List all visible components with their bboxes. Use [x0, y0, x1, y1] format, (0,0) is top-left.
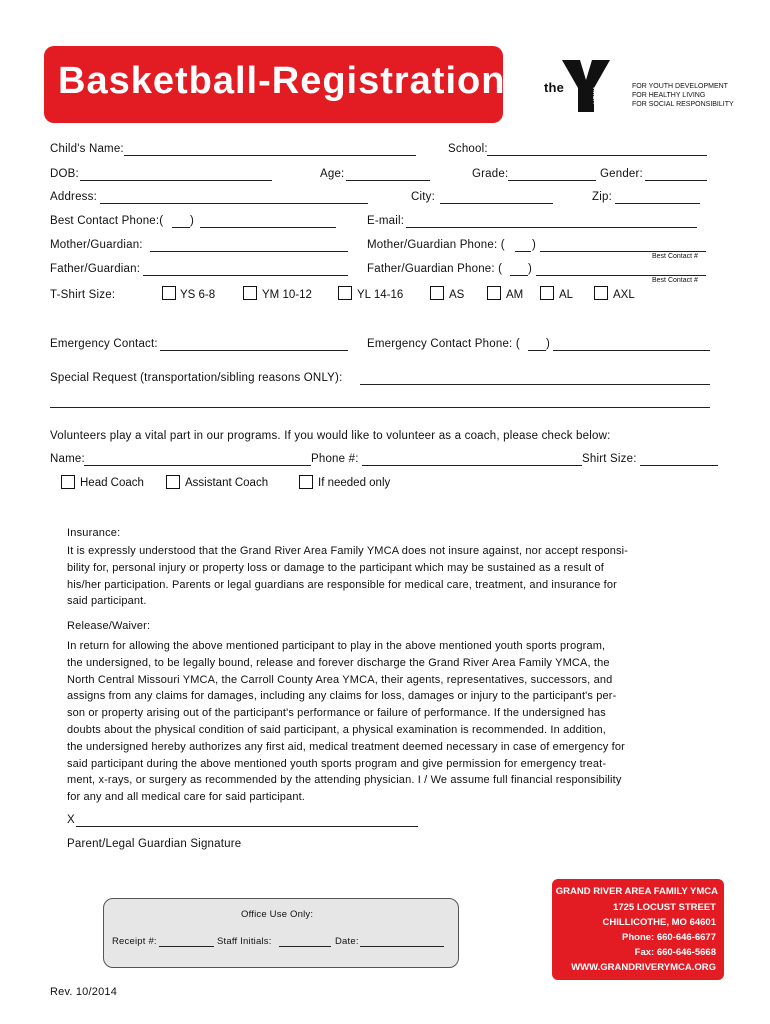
- release-line: the undersigned, to be legally bound, release and forever discharge the Grand River Area Family YMCA, the: [67, 656, 610, 669]
- emergency-contact-phone-field[interactable]: [553, 350, 710, 351]
- mother-guardian-phone-field[interactable]: [540, 251, 706, 252]
- emergency-contact-field[interactable]: [160, 350, 348, 351]
- signature-label: Parent/Legal Guardian Signature: [67, 838, 242, 850]
- city-label: City:: [411, 191, 435, 203]
- volunteer-phone-field[interactable]: [362, 465, 582, 466]
- mother-guardian-label: Mother/Guardian:: [50, 239, 143, 251]
- tshirt-option-am: AM: [506, 289, 524, 301]
- staff-initials-field[interactable]: [279, 946, 331, 947]
- checkbox-if-needed[interactable]: [299, 475, 313, 489]
- father-guardian-label: Father/Guardian:: [50, 263, 141, 275]
- checkbox-yl[interactable]: [338, 286, 352, 300]
- insurance-line: said participant.: [67, 595, 147, 608]
- signature-field[interactable]: [76, 826, 418, 827]
- volunteer-shirt-size-field[interactable]: [640, 465, 718, 466]
- signature-x: X: [67, 814, 75, 826]
- office-use-title: Office Use Only:: [241, 909, 314, 920]
- release-line: doubts about the physical condition of said participant, a physical examination is recommended. In addition,: [67, 723, 607, 736]
- city-field[interactable]: [440, 203, 553, 204]
- school-label: School:: [448, 143, 488, 155]
- mother-area-code-field[interactable]: [515, 251, 531, 252]
- tshirt-option-ym: YM 10-12: [262, 289, 312, 301]
- insurance-line: bility for, personal injury or property loss or damage to the participant which may be sustained as a result of: [67, 561, 604, 574]
- special-request-field[interactable]: [360, 384, 710, 385]
- insurance-text: [67, 543, 628, 610]
- father-guardian-phone-label: Father/Guardian Phone: (: [367, 263, 503, 275]
- receipt-field[interactable]: [159, 946, 214, 947]
- receipt-label: Receipt #:: [112, 936, 157, 947]
- address-label: Address:: [50, 191, 97, 203]
- father-best-contact-note: Best Contact #: [652, 277, 698, 284]
- release-line: ment, x-rays, or surgery as recommended by the attending physician. I / We assume full financial responsibility: [67, 774, 622, 787]
- tshirt-option-ys: YS 6-8: [180, 289, 216, 301]
- emergency-contact-phone-label: Emergency Contact Phone: (: [367, 338, 520, 350]
- office-date-field[interactable]: [360, 946, 444, 947]
- address-org-name: GRAND RIVER AREA FAMILY YMCA: [555, 886, 718, 897]
- childs-name-label: Child's Name:: [50, 143, 124, 155]
- address-street: 1725 LOCUST STREET: [613, 902, 716, 913]
- checkbox-ym[interactable]: [243, 286, 257, 300]
- release-line: son or property arising out of the participant's performance or failure of performance. If the undersigned has: [67, 707, 606, 720]
- emergency-contact-label: Emergency Contact:: [50, 338, 158, 350]
- release-heading: Release/Waiver:: [67, 620, 151, 632]
- insurance-line: It is expressly understood that the Grand River Area Family YMCA does not insure against, nor accept responsi-: [67, 545, 629, 557]
- mother-close-paren: ): [532, 239, 537, 251]
- school-field[interactable]: [487, 155, 707, 156]
- volunteer-option-if-needed: If needed only: [318, 477, 391, 489]
- release-line: assigns from any claims for damages, including any claims for loss, damages or injury to the participant's per-: [67, 690, 617, 703]
- best-contact-close-paren: ): [190, 215, 195, 227]
- release-line: said participant during the above mentioned youth sports program and give permission for emergency treat-: [67, 757, 607, 770]
- checkbox-assistant-coach[interactable]: [166, 475, 180, 489]
- release-line: North Central Missouri YMCA, the Carroll County Area YMCA, their agents, representatives, successors, and: [67, 673, 613, 686]
- emergency-close-paren: ): [546, 338, 551, 350]
- childs-name-field[interactable]: [124, 155, 416, 156]
- address-fax: Fax: 660-646-5668: [634, 947, 716, 958]
- age-label: Age:: [320, 168, 345, 180]
- special-request-label: Special Request (transportation/sibling reasons ONLY):: [50, 372, 343, 384]
- gender-label: Gender:: [600, 168, 643, 180]
- best-contact-phone-field[interactable]: [200, 227, 336, 228]
- volunteer-name-label: Name:: [50, 453, 85, 465]
- mother-best-contact-note: Best Contact #: [652, 253, 698, 260]
- insurance-line: his/her participation. Parents or legal guardians are responsible for medical care, treatment, and insurance for: [67, 578, 617, 591]
- logo-the: the: [544, 80, 565, 95]
- volunteer-phone-label: Phone #:: [311, 453, 359, 465]
- zip-field[interactable]: [615, 203, 700, 204]
- office-date-label: Date:: [335, 936, 359, 947]
- father-guardian-field[interactable]: [143, 275, 348, 276]
- tshirt-option-axl: AXL: [613, 289, 635, 301]
- gender-field[interactable]: [645, 180, 707, 181]
- email-field[interactable]: [406, 227, 697, 228]
- dob-label: DOB:: [50, 168, 79, 180]
- address-website: WWW.GRANDRIVERYMCA.ORG: [571, 962, 716, 973]
- emergency-area-code-field[interactable]: [528, 350, 546, 351]
- checkbox-as[interactable]: [430, 286, 444, 300]
- email-label: E-mail:: [367, 215, 405, 227]
- address-field[interactable]: [100, 203, 368, 204]
- best-contact-area-code-field[interactable]: [172, 227, 190, 228]
- ymca-logo-icon: [560, 58, 612, 114]
- best-contact-phone-label: Best Contact Phone:(: [50, 215, 164, 227]
- grade-label: Grade:: [472, 168, 509, 180]
- tagline-1: FOR YOUTH DEVELOPMENT: [632, 83, 728, 90]
- dob-field[interactable]: [80, 180, 272, 181]
- checkbox-axl[interactable]: [594, 286, 608, 300]
- checkbox-ys[interactable]: [162, 286, 176, 300]
- release-line: the undersigned hereby authorizes any first aid, medical treatment deemed necessary in case of emergency for: [67, 740, 625, 753]
- logo-ymca-vertical: YMCA: [590, 86, 597, 104]
- address-phone: Phone: 660-646-6677: [622, 932, 716, 943]
- special-request-field-line2[interactable]: [50, 407, 710, 408]
- grade-field[interactable]: [508, 180, 596, 181]
- father-close-paren: ): [528, 263, 533, 275]
- address-city: CHILLICOTHE, MO 64601: [602, 917, 716, 928]
- release-line: In return for allowing the above mentioned participant to play in the above mentioned youth sports program,: [67, 640, 606, 652]
- volunteer-intro: Volunteers play a vital part in our programs. If you would like to volunteer as a coach, please check below:: [50, 430, 611, 442]
- tagline-2: FOR HEALTHY LIVING: [632, 92, 706, 99]
- tshirt-option-al: AL: [559, 289, 574, 301]
- release-line: for any and all medical care for said participant.: [67, 791, 306, 804]
- tshirt-option-yl: YL 14-16: [357, 289, 404, 301]
- age-field[interactable]: [346, 180, 430, 181]
- mother-guardian-phone-label: Mother/Guardian Phone: (: [367, 239, 505, 251]
- checkbox-am[interactable]: [487, 286, 501, 300]
- release-text: [67, 638, 625, 806]
- father-guardian-phone-field[interactable]: [536, 275, 706, 276]
- tagline-3: FOR SOCIAL RESPONSIBILITY: [632, 101, 734, 108]
- volunteer-name-field[interactable]: [84, 465, 311, 466]
- page-title: Basketball-Registration: [58, 60, 506, 102]
- checkbox-head-coach[interactable]: [61, 475, 75, 489]
- insurance-heading: Insurance:: [67, 527, 121, 539]
- tshirt-size-label: T-Shirt Size:: [50, 289, 116, 301]
- tshirt-option-as: AS: [449, 289, 465, 301]
- mother-guardian-field[interactable]: [150, 251, 348, 252]
- checkbox-al[interactable]: [540, 286, 554, 300]
- zip-label: Zip:: [592, 191, 612, 203]
- staff-initials-label: Staff Initials:: [217, 936, 272, 947]
- volunteer-option-head-coach: Head Coach: [80, 477, 144, 489]
- volunteer-option-assistant-coach: Assistant Coach: [185, 477, 269, 489]
- volunteer-shirt-size-label: Shirt Size:: [582, 453, 637, 465]
- revision-label: Rev. 10/2014: [50, 986, 118, 998]
- father-area-code-field[interactable]: [510, 275, 528, 276]
